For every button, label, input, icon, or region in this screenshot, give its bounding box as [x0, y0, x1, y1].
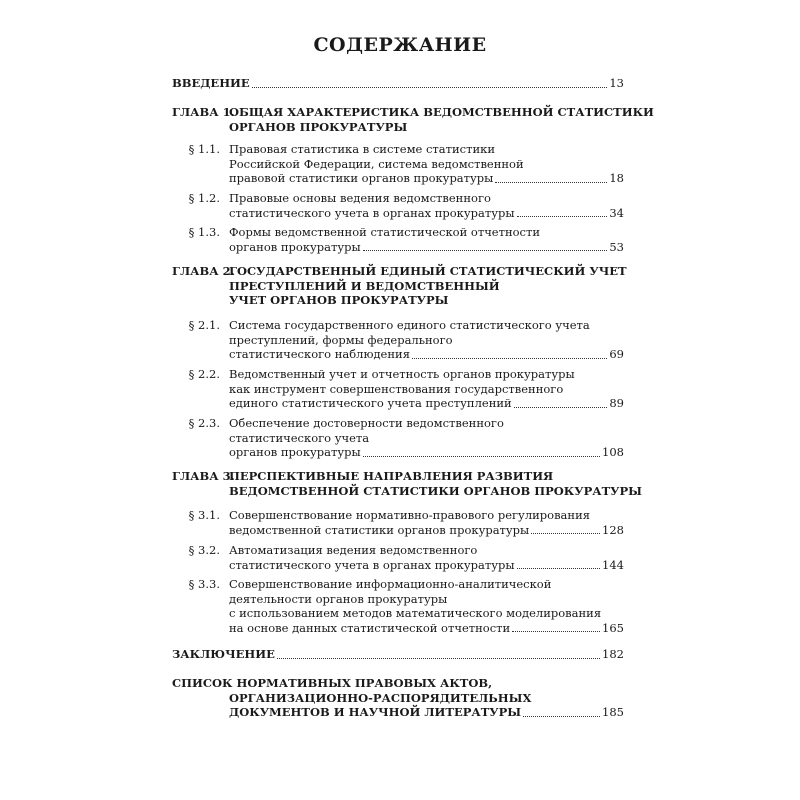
toc-entry-section-2-3[interactable] — [229, 416, 624, 460]
chapter-2-title-line: ГОСУДАРСТВЕННЫЙ ЕДИНЫЙ СТАТИСТИЧЕСКИЙ УЧЕТ — [229, 264, 627, 278]
conclusion-page: 182 — [602, 647, 624, 661]
section-line: деятельности органов прокуратуры — [229, 591, 448, 606]
section-line: Совершенствование информационно-аналитической — [229, 577, 552, 591]
section-line: статистического наблюдения — [229, 347, 410, 362]
section-line: ведомственной статистики органов прокуратуры — [229, 522, 530, 537]
chapter-2-title-line: УЧЕТ ОРГАНОВ ПРОКУРАТУРЫ — [229, 293, 449, 308]
leader-dots — [523, 715, 600, 717]
section-line: статистического учета в органах прокуратуры — [229, 557, 515, 572]
section-line: Правовые основы ведения ведомственного — [229, 191, 491, 205]
section-2-3-number: § 2.3. — [188, 416, 220, 430]
section-line: Ведомственный учет и отчетность органов прокуратуры — [229, 367, 575, 381]
leader-dots — [412, 357, 607, 359]
bibliography-line: СПИСОК НОРМАТИВНЫХ ПРАВОВЫХ АКТОВ, — [172, 676, 493, 690]
leader-dots — [514, 406, 608, 408]
section-page: 34 — [609, 205, 624, 220]
section-3-2-number: § 3.2. — [188, 543, 220, 557]
chapter-3-number: ГЛАВА 3. — [172, 469, 235, 483]
page-title: СОДЕРЖАНИЕ — [313, 34, 487, 56]
section-line: как инструмент совершенствования государственного — [229, 381, 564, 396]
section-2-2-number: § 2.2. — [188, 367, 220, 381]
section-page: 128 — [602, 522, 624, 537]
leader-dots — [252, 86, 608, 88]
section-line: на основе данных статистической отчетности — [229, 620, 511, 635]
section-line: органов прокуратуры — [229, 239, 361, 254]
toc-entry-section-2-1[interactable] — [229, 318, 624, 362]
bibliography-line: ОРГАНИЗАЦИОННО-РАСПОРЯДИТЕЛЬНЫХ — [229, 690, 532, 705]
toc-entry-section-1-3[interactable] — [229, 225, 624, 254]
leader-dots — [277, 657, 600, 659]
toc-entry-section-3-2[interactable] — [229, 543, 624, 572]
chapter-3-title-line: ПЕРСПЕКТИВНЫЕ НАПРАВЛЕНИЯ РАЗВИТИЯ — [229, 469, 554, 483]
toc-entry-section-1-1[interactable] — [229, 142, 624, 186]
section-line: Правовая статистика в системе статистики — [229, 142, 495, 156]
section-1-1-number: § 1.1. — [188, 142, 220, 156]
leader-dots — [517, 567, 601, 569]
chapter-2-title[interactable] — [229, 264, 627, 308]
section-line: преступлений, формы федерального — [229, 332, 453, 347]
chapter-1-title[interactable] — [229, 105, 654, 134]
section-page: 108 — [602, 445, 624, 460]
bibliography-page: 185 — [602, 705, 624, 720]
section-2-1-number: § 2.1. — [188, 318, 220, 332]
toc-entry-section-2-2[interactable] — [229, 367, 624, 411]
chapter-1-title-line: ОРГАНОВ ПРОКУРАТУРЫ — [229, 119, 408, 134]
leader-dots — [495, 181, 607, 183]
intro-label: ВВЕДЕНИЕ — [172, 76, 250, 90]
chapter-3-title[interactable] — [229, 469, 642, 498]
section-line: Система государственного единого статистического учета — [229, 318, 590, 332]
toc-entry-section-3-1[interactable] — [229, 508, 624, 537]
conclusion-label: ЗАКЛЮЧЕНИЕ — [172, 647, 275, 661]
chapter-2-title-line: ПРЕСТУПЛЕНИЙ И ВЕДОМСТВЕННЫЙ — [229, 278, 500, 293]
chapter-1-title-line: ОБЩАЯ ХАРАКТЕРИСТИКА ВЕДОМСТВЕННОЙ СТАТИСТИКИ — [229, 105, 654, 119]
section-line: единого статистического учета преступлений — [229, 396, 512, 411]
section-line: Автоматизация ведения ведомственного — [229, 543, 478, 557]
section-line: статистического учета — [229, 430, 370, 445]
section-line: статистического учета в органах прокуратуры — [229, 205, 515, 220]
section-page: 69 — [609, 347, 624, 362]
leader-dots — [531, 532, 600, 534]
section-page: 89 — [609, 396, 624, 411]
section-line: Российской Федерации, система ведомственной — [229, 156, 524, 171]
toc-entry-section-3-3[interactable] — [229, 577, 624, 635]
section-line: Обеспечение достоверности ведомственного — [229, 416, 504, 430]
chapter-1-number: ГЛАВА 1. — [172, 105, 235, 119]
section-line: органов прокуратуры — [229, 445, 361, 460]
toc-entry-bibliography[interactable] — [172, 676, 624, 720]
chapter-3-title-line: ВЕДОМСТВЕННОЙ СТАТИСТИКИ ОРГАНОВ ПРОКУРАТУРЫ — [229, 483, 642, 498]
section-3-3-number: § 3.3. — [188, 577, 220, 591]
bibliography-line: ДОКУМЕНТОВ И НАУЧНОЙ ЛИТЕРАТУРЫ — [229, 705, 522, 720]
leader-dots — [512, 630, 600, 632]
leader-dots — [363, 455, 600, 457]
toc-entry-intro[interactable] — [172, 76, 624, 91]
leader-dots — [363, 249, 608, 251]
chapter-2-number: ГЛАВА 2. — [172, 264, 235, 278]
section-1-2-number: § 1.2. — [188, 191, 220, 205]
leader-dots — [517, 215, 608, 217]
section-line: Формы ведомственной статистической отчетности — [229, 225, 541, 239]
toc-entry-section-1-2[interactable] — [229, 191, 624, 220]
section-line: Совершенствование нормативно-правового регулирования — [229, 508, 590, 522]
section-line: правовой статистики органов прокуратуры — [229, 171, 494, 186]
section-line: с использованием методов математического моделирования — [229, 606, 602, 621]
intro-page: 13 — [609, 76, 624, 90]
section-page: 53 — [609, 239, 624, 254]
section-page: 144 — [602, 557, 624, 572]
toc-entry-conclusion[interactable] — [172, 647, 624, 662]
section-page: 165 — [602, 620, 624, 635]
section-3-1-number: § 3.1. — [188, 508, 220, 522]
section-page: 18 — [609, 171, 624, 186]
section-1-3-number: § 1.3. — [188, 225, 220, 239]
